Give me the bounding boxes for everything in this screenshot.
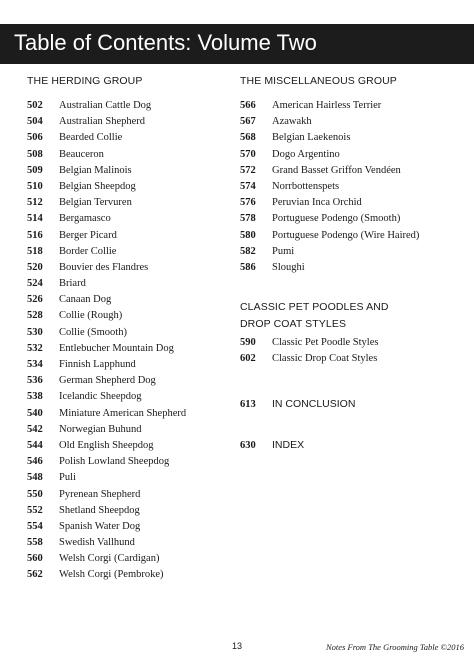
page-number: 574 <box>240 180 256 192</box>
entry-title: Shetland Sheepdog <box>59 504 140 516</box>
entry-title: Canaan Dog <box>59 294 112 306</box>
footer-credit: Notes From The Grooming Table ©2016 <box>326 642 464 652</box>
entry-title: Finnish Lapphund <box>59 359 136 370</box>
right-column <box>240 75 460 453</box>
entry-title: American Hairless Terrier <box>272 100 382 111</box>
list-item[interactable] <box>27 292 227 308</box>
list-item[interactable] <box>27 454 227 470</box>
page-number: 542 <box>27 423 43 435</box>
page-number: 510 <box>27 180 43 192</box>
page-number: 504 <box>27 116 43 128</box>
page-number: 562 <box>27 569 43 581</box>
list-item[interactable] <box>27 406 227 422</box>
page-number: 516 <box>27 229 43 241</box>
page-number: 530 <box>27 326 43 338</box>
misc-list <box>240 98 460 276</box>
list-item[interactable] <box>27 308 227 324</box>
page-number: 613 <box>240 399 256 411</box>
entry-title: Polish Lowland Sheepdog <box>59 456 170 468</box>
entry-title: Norrbottenspets <box>272 180 340 192</box>
entry-title: Collie (Rough) <box>59 310 123 322</box>
entry-title: Dogo Argentino <box>272 148 340 160</box>
page-number: 532 <box>27 342 43 354</box>
list-item[interactable] <box>240 244 460 260</box>
entry-title: Belgian Laekenois <box>272 132 351 144</box>
page-number: 512 <box>27 197 43 209</box>
entry-title: Belgian Malinois <box>59 164 132 176</box>
list-item[interactable] <box>27 163 227 179</box>
entry-title: Grand Basset Griffon Vendéen <box>272 164 401 176</box>
list-item[interactable] <box>27 341 227 357</box>
entry-title: Collie (Smooth) <box>59 326 127 338</box>
page-number: 514 <box>27 213 43 225</box>
entry-title: Classic Pet Poodle Styles <box>272 337 379 349</box>
herding-list <box>27 98 227 584</box>
entry-title: Briard <box>59 278 86 290</box>
page-number: 602 <box>240 353 256 365</box>
entry-title: Entlebucher Mountain Dog <box>59 342 174 354</box>
list-item[interactable] <box>240 351 460 367</box>
entry-title: Bouvier des Flandres <box>59 261 149 273</box>
entry-title: IN CONCLUSION <box>272 398 356 411</box>
entry-title: Spanish Water Dog <box>59 520 141 532</box>
list-item[interactable] <box>240 147 460 163</box>
page-number: 572 <box>240 164 256 176</box>
page-number: 630 <box>240 439 256 451</box>
list-item[interactable] <box>27 470 227 486</box>
page-number: 582 <box>240 245 256 257</box>
list-item[interactable] <box>27 114 227 130</box>
list-item[interactable] <box>27 551 227 567</box>
list-item[interactable] <box>27 567 227 583</box>
entry-title: Australian Cattle Dog <box>59 100 152 111</box>
entry-title: Pyrenean Shepherd <box>59 488 141 500</box>
list-item[interactable] <box>27 98 227 114</box>
entry-title: German Shepherd Dog <box>59 375 156 387</box>
page-number: 520 <box>27 261 43 273</box>
herding-heading: THE HERDING GROUP <box>27 75 143 87</box>
page-number: 567 <box>240 116 256 128</box>
entry-title: Welsh Corgi (Cardigan) <box>59 553 160 565</box>
page-number: 540 <box>27 407 43 419</box>
list-item[interactable] <box>27 535 227 551</box>
page-title: Table of Contents: Volume Two <box>14 30 317 55</box>
page-number: 502 <box>27 100 43 111</box>
list-item[interactable] <box>240 195 460 211</box>
page-number: 544 <box>27 439 43 451</box>
list-item[interactable] <box>27 260 227 276</box>
page-number: 580 <box>240 229 256 241</box>
entry-title: Pumi <box>272 245 295 257</box>
list-item[interactable] <box>240 163 460 179</box>
list-item[interactable] <box>27 228 227 244</box>
page-number: 546 <box>27 456 43 468</box>
list-item[interactable] <box>240 114 460 130</box>
entry-title: Border Collie <box>59 245 117 257</box>
list-item[interactable] <box>27 503 227 519</box>
list-item[interactable] <box>27 195 227 211</box>
entry-title: Peruvian Inca Orchid <box>272 197 362 209</box>
entry-title: Belgian Sheepdog <box>59 180 136 192</box>
header-bar <box>0 24 474 64</box>
entry-title: Icelandic Sheepdog <box>59 391 142 403</box>
page-number: 554 <box>27 520 43 532</box>
entry-title: Puli <box>59 472 76 484</box>
entry-title: Beauceron <box>59 148 104 160</box>
entry-title: Miniature American Shepherd <box>59 407 187 419</box>
list-item[interactable] <box>240 335 460 351</box>
page-number: 550 <box>27 488 43 500</box>
entry-title: Welsh Corgi (Pembroke) <box>59 569 164 581</box>
list-item[interactable] <box>27 422 227 438</box>
entry-title: Classic Drop Coat Styles <box>272 353 378 365</box>
conclusion-entry <box>240 396 460 412</box>
list-item[interactable] <box>27 373 227 389</box>
list-item[interactable] <box>27 438 227 454</box>
page-number: 548 <box>27 472 43 484</box>
page-number: 568 <box>240 132 256 144</box>
page-number: 566 <box>240 100 256 111</box>
page-number: 508 <box>27 148 43 160</box>
poodles-list <box>240 335 460 367</box>
entry-title: Australian Shepherd <box>59 116 146 128</box>
poodles-heading-line2: DROP COAT STYLES <box>240 318 347 331</box>
page-number: 576 <box>240 197 256 209</box>
page-number: 536 <box>27 375 43 387</box>
list-item[interactable] <box>27 519 227 535</box>
list-item[interactable] <box>240 260 460 276</box>
herding-section <box>27 75 227 584</box>
page-number: 524 <box>27 278 43 290</box>
list-item[interactable] <box>240 437 460 453</box>
page-number: 590 <box>240 337 256 349</box>
list-item[interactable] <box>27 211 227 227</box>
list-item[interactable] <box>27 244 227 260</box>
entry-title: Azawakh <box>272 116 312 128</box>
misc-heading: THE MISCELLANEOUS GROUP <box>240 75 397 87</box>
page-number: 538 <box>27 391 43 403</box>
page-number: 509 <box>27 164 43 176</box>
page-number: 552 <box>27 504 43 516</box>
footer-page-number: 13 <box>231 641 242 651</box>
entry-title: Bergamasco <box>59 213 111 225</box>
list-item[interactable] <box>27 179 227 195</box>
poodles-heading-line1: CLASSIC PET POODLES AND <box>240 301 389 314</box>
list-item[interactable] <box>240 228 460 244</box>
entry-title: Portuguese Podengo (Smooth) <box>272 213 401 225</box>
page-number: 528 <box>27 310 43 322</box>
entry-title: Bearded Collie <box>59 132 123 144</box>
list-item[interactable] <box>27 487 227 503</box>
page-number: 570 <box>240 148 256 160</box>
list-item[interactable] <box>240 98 460 114</box>
list-item[interactable] <box>240 130 460 146</box>
page-number: 534 <box>27 359 43 370</box>
entry-title: Berger Picard <box>59 229 117 241</box>
list-item[interactable] <box>240 179 460 195</box>
entry-title: Portuguese Podengo (Wire Haired) <box>272 229 420 241</box>
page-number: 506 <box>27 132 43 144</box>
list-item[interactable] <box>240 211 460 227</box>
entry-title: Belgian Tervuren <box>59 197 132 209</box>
entry-title: Sloughi <box>272 261 305 273</box>
page-number: 518 <box>27 245 43 257</box>
list-item[interactable] <box>240 396 460 412</box>
list-item[interactable] <box>27 325 227 341</box>
page-number: 578 <box>240 213 256 225</box>
entry-title: Swedish Vallhund <box>59 537 135 549</box>
list-item[interactable] <box>27 130 227 146</box>
entry-title: Norwegian Buhund <box>59 423 142 435</box>
list-item[interactable] <box>27 147 227 163</box>
index-entry <box>240 437 460 453</box>
page-number: 526 <box>27 294 43 306</box>
entry-title: INDEX <box>272 438 305 451</box>
list-item[interactable] <box>27 276 227 292</box>
list-item[interactable] <box>27 389 227 405</box>
page-number: 586 <box>240 261 256 273</box>
poodles-section <box>240 299 460 367</box>
list-item[interactable] <box>27 357 227 373</box>
entry-title: Old English Sheepdog <box>59 439 154 451</box>
page-number: 560 <box>27 553 43 565</box>
page-number: 558 <box>27 537 43 549</box>
